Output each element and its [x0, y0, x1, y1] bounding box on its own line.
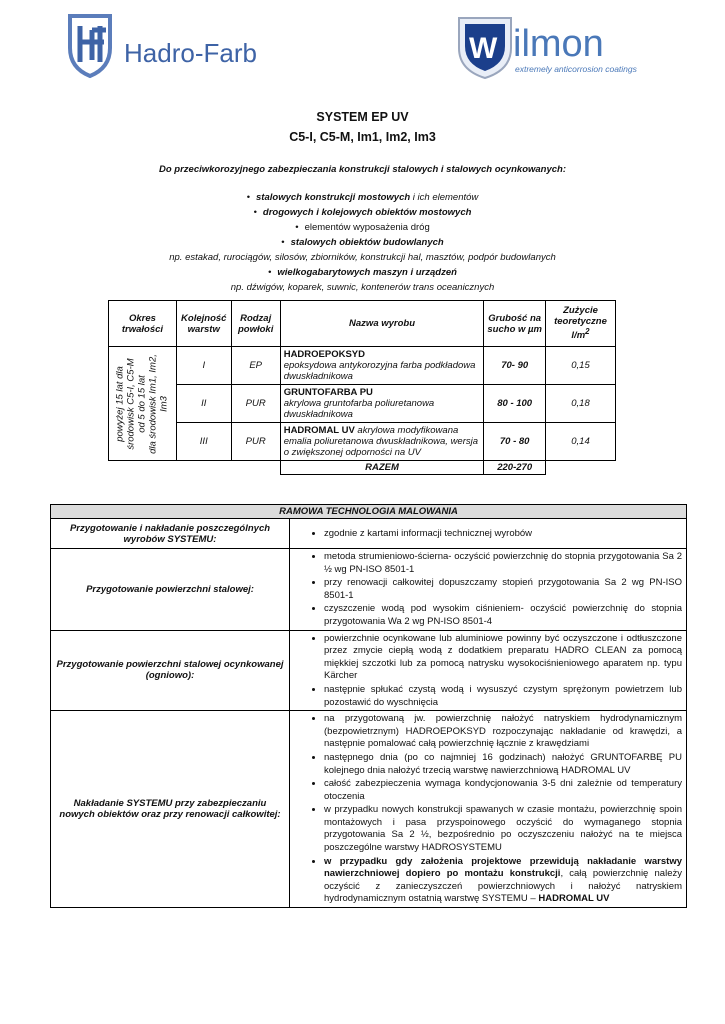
- application-item: • elementów wyposażenia dróg: [295, 222, 430, 233]
- step-label: Przygotowanie powierzchni stalowej ocynkowanej (ogniowo):: [51, 630, 290, 711]
- durability-text: powyżej 15 lat dla środowisk C5-I, C5-M od 5 do 15 lat dla środowisk Im1, Im2, Im3: [114, 353, 170, 454]
- product-table: [108, 300, 616, 475]
- step-content: [290, 519, 687, 549]
- durability-cell: [109, 347, 177, 461]
- product-desc: akrylowa gruntofarba poliuretanowa dwuskładnikowa: [283, 398, 435, 420]
- product-name-cell: [280, 347, 484, 385]
- header-type: Rodzaj powłoki: [231, 301, 280, 347]
- header-usage: Zużycie teoretyczne $l/m^2$: [545, 301, 615, 347]
- layer-order: III: [176, 423, 231, 461]
- hadro-farb-wordmark: Hadro-Farb: [124, 38, 257, 68]
- table-row: [109, 347, 616, 385]
- hadro-farb-logo: [62, 10, 292, 80]
- table-row: [51, 519, 687, 549]
- wilmon-emblem: [455, 14, 685, 84]
- list-item: • czyszczenie wodą pod wysokim ciśnieniem- oczyścić powierzchnię do stopnia przygotowania Wa 2 wg PN-ISO 8501-4: [324, 602, 682, 628]
- coating-type: EP: [231, 347, 280, 385]
- product-name: HADROMAL UV: [283, 425, 355, 436]
- step-content: [290, 711, 687, 908]
- total-label: RAZEM: [280, 461, 484, 475]
- empty-cell: [231, 461, 280, 475]
- list-item: • następnie spłukać czystą wodą i wysuszyć czystym sprężonym powietrzem lub pozostawić do wyschnięcia: [324, 683, 682, 709]
- step-label: Przygotowanie powierzchni stalowej:: [51, 549, 290, 631]
- product-desc: akrylowa modyfikowana emalia poliuretanowa dwuskładnikowa, wersja o zwiększonej odporności na UV: [283, 425, 479, 458]
- system-subtitle: C5-I, C5-M, Im1, Im2, Im3: [289, 130, 436, 144]
- application-item: • drogowych i kolejowych obiektów mostowych: [253, 207, 472, 218]
- total-value: 220-270: [484, 461, 546, 475]
- application-item: • stalowych konstrukcji mostowych i ich elementów: [246, 192, 479, 203]
- bullet-icon: •: [268, 267, 272, 278]
- list-item: • następnego dnia (po co najmniej 16 godzinach) nałożyć GRUNTOFARBĘ PU kolejnego dnia nałożyć trzecią warstwę nawierzchniową HADROMAL UV: [324, 751, 682, 777]
- list-item: • na przygotowaną jw. powierzchnię nałożyć natryskiem hydrodynamicznym (bezpowietrznym) HADROEPOKSYD rozpoczynając nakładanie od krawędzi, a następnie pomalować całą powierzchnię łącznie z krawędziami: [324, 712, 682, 751]
- application-note: np. estakad, rurociągów, silosów, zbiorników, konstrukcji hal, masztów, podpór budowlanych: [169, 252, 556, 263]
- wilmon-tagline: extremely anticorrosion coatings: [515, 64, 637, 74]
- application-item: • wielkogabarytowych maszyn i urządzeń: [268, 267, 457, 278]
- technology-header-row: [51, 505, 687, 519]
- table-row: [109, 423, 616, 461]
- product-desc: epoksydowa antykorozyjna farba podkładowa dwuskładnikowa: [283, 360, 476, 382]
- product-table-header: [109, 301, 616, 347]
- step-content: [290, 630, 687, 711]
- wilmon-logo: [455, 14, 685, 84]
- wilmon-initial: W: [469, 32, 498, 65]
- list-item: • zgodnie z kartami informacji technicznej wyrobów: [324, 527, 682, 541]
- thickness: 70- 90: [484, 347, 546, 385]
- coating-type: PUR: [231, 385, 280, 423]
- system-title: SYSTEM EP UV: [316, 110, 409, 124]
- applications-list: [0, 190, 725, 295]
- thickness: 70 - 80: [484, 423, 546, 461]
- bullet-icon: •: [246, 192, 251, 203]
- product-name-cell: [280, 385, 484, 423]
- header-thickness: Grubość na sucho w µm: [484, 301, 546, 347]
- technology-table: [50, 504, 687, 908]
- product-name-cell: [280, 423, 484, 461]
- list-item: • przy renowacji całkowitej dopuszczamy stopień przygotowania Sa 2 wg PN-ISO 8501-1: [324, 576, 682, 602]
- bullet-icon: •: [281, 237, 285, 248]
- bullet-icon: •: [295, 222, 299, 233]
- bullet-icon: •: [253, 207, 257, 218]
- table-row: [109, 385, 616, 423]
- usage: 0,18: [545, 385, 615, 423]
- step-content: [290, 549, 687, 631]
- table-row: [51, 549, 687, 631]
- application-note: np. dźwigów, koparek, suwnic, kontenerów trans oceanicznych: [230, 282, 495, 293]
- application-item: • stalowych obiektów budowlanych: [281, 237, 444, 248]
- product-name: HADROEPOKSYD: [283, 349, 365, 360]
- list-item: • w przypadku nowych konstrukcji spawanych w czasie montażu, powierzchnię spoin montażowych i pasa przyspoinowego oczyścić do wymaganego stopnia przygotowania Sa 2 ½, bezpośrednio po oczyszczeniu nałożyć na te miejsca poszczególne warstwy HADROSYSTEMU: [324, 803, 682, 854]
- usage: 0,15: [545, 347, 615, 385]
- list-item: • całość zabezpieczenia wymaga kondycjonowania 3-5 dni zależnie od temperatury otoczenia: [324, 777, 682, 803]
- header-order: Kolejność warstw: [176, 301, 231, 347]
- list-item: • powierzchnie ocynkowane lub aluminiowe powinny być oczyszczone i odtłuszczone przez zmycie ciepłą wodą z dodatkiem preparatu HADRO CLEAN za pomocą miękkiej szczotki lub za pomocą natrysku wysokociśnieniowego aparatem np. typu Kärcher: [324, 632, 682, 683]
- table-row: [51, 630, 687, 711]
- intro-text: Do przeciwkorozyjnego zabezpieczania konstrukcji stalowych i stalowych ocynkowanych:: [158, 164, 567, 175]
- header-name: Nazwa wyrobu: [280, 301, 484, 347]
- table-row: [51, 711, 687, 908]
- usage: 0,14: [545, 423, 615, 461]
- layer-order: II: [176, 385, 231, 423]
- step-label: Przygotowanie i nakładanie poszczególnych wyrobów SYSTEMU:: [51, 519, 290, 549]
- technology-header: RAMOWA TECHNOLOGIA MALOWANIA: [51, 505, 687, 519]
- step-label: Nakładanie SYSTEMU przy zabezpieczaniu nowych obiektów oraz przy renowacji całkowitej:: [51, 711, 290, 908]
- wilmon-wordmark: ilmon: [513, 23, 604, 65]
- thickness: 80 - 100: [484, 385, 546, 423]
- empty-cell: [545, 461, 615, 475]
- list-item: • w przypadku gdy założenia projektowe przewidują nakładanie warstwy nawierzchniowej dopiero po montażu konstrukcji, całą powierzchnię należy oczyścić z zanieczyszczeń powierzchniowych i nałożyć natryskiem hydrodynamicznym ostatnią warstwę SYSTEMU – HADROMAL UV: [324, 855, 682, 906]
- hadro-farb-emblem: [62, 10, 292, 80]
- empty-cell: [176, 461, 231, 475]
- layer-order: I: [176, 347, 231, 385]
- product-name: GRUNTOFARBA PU: [283, 387, 373, 398]
- list-item: • metoda strumieniowo-ścierna- oczyścić powierzchnię do stopnia przygotowania Sa 2 ½ wg PN-ISO 8501-1: [324, 550, 682, 576]
- header-period: Okres trwałości: [109, 301, 177, 347]
- coating-type: PUR: [231, 423, 280, 461]
- total-row: [109, 461, 616, 475]
